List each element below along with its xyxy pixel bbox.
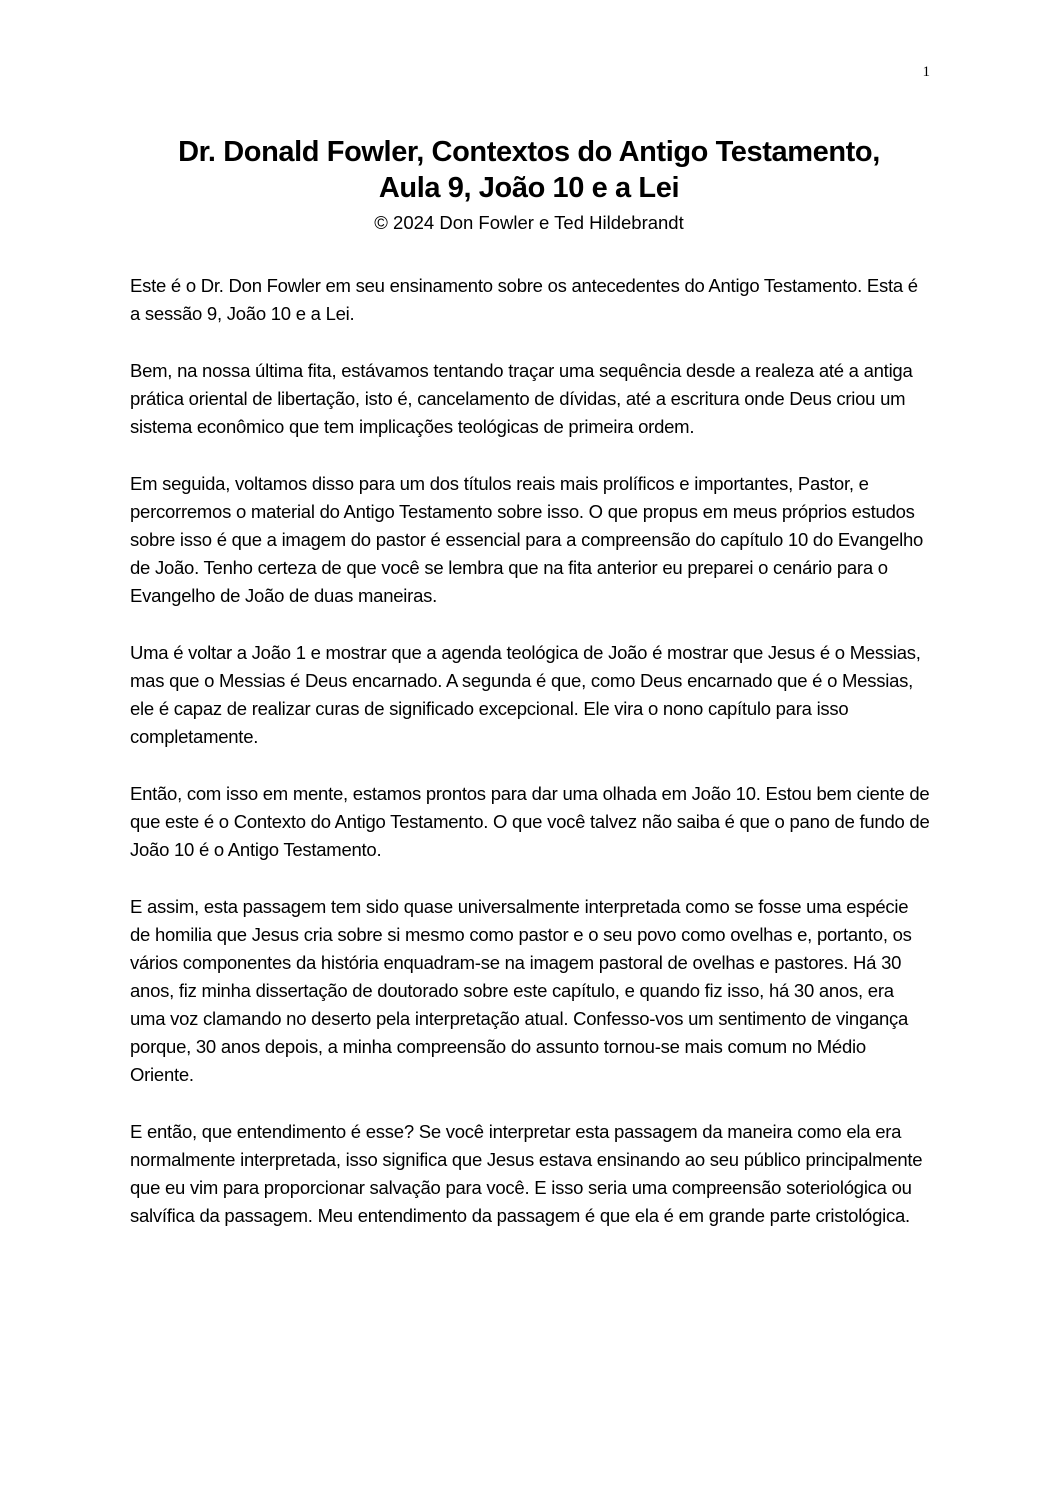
page-number: 1 xyxy=(922,64,930,80)
paragraph-2: Bem, na nossa última fita, estávamos tentando traçar uma sequência desde a realeza até a antiga prática oriental de libertação, isto é, cancelamento de dívidas, até a escritura onde Deus criou um sistema econômico que tem implicações teológicas de primeira ordem. xyxy=(130,360,913,437)
document-body xyxy=(130,272,930,1259)
title-line-1: Dr. Donald Fowler, Contextos do Antigo Testamento, xyxy=(178,136,880,168)
paragraph-5: Então, com isso em mente, estamos prontos para dar uma olhada em João 10. Estou bem ciente de que este é o Contexto do Antigo Testamento. O que você talvez não saiba é que o pano de fundo de João 10 é o Antigo Testamento. xyxy=(130,783,930,860)
copyright-line: © 2024 Don Fowler e Ted Hildebrandt xyxy=(374,212,684,233)
title-block xyxy=(130,134,928,236)
paragraph-4: Uma é voltar a João 1 e mostrar que a agenda teológica de João é mostrar que Jesus é o Messias, mas que o Messias é Deus encarnado. A segunda é que, como Deus encarnado que é o Messias, ele é capaz de realizar curas de significado excepcional. Ele vira o nono capítulo para isso completamente. xyxy=(130,642,921,747)
paragraph-3: Em seguida, voltamos disso para um dos títulos reais mais prolíficos e importantes, Pastor, e percorremos o material do Antigo Testamento sobre isso. O que propus em meus próprios estudos sobre isso é que a imagem do pastor é essencial para a compreensão do capítulo 10 do Evangelho de João. Tenho certeza de que você se lembra que na fita anterior eu preparei o cenário para o Evangelho de João de duas maneiras. xyxy=(130,473,924,606)
document-title xyxy=(130,134,928,206)
paragraph-1: Este é o Dr. Don Fowler em seu ensinamento sobre os antecedentes do Antigo Testamento. Esta é a sessão 9, João 10 e a Lei. xyxy=(130,275,918,324)
title-line-2: Aula 9, João 10 e a Lei xyxy=(378,172,680,204)
paragraph-7: E então, que entendimento é esse? Se você interpretar esta passagem da maneira como ela era normalmente interpretada, isso significa que Jesus estava ensinando ao seu público principalmente que eu vim para proporcionar salvação para você. E isso seria uma compreensão soteriológica ou salvífica da passagem. Meu entendimento da passagem é que ela é em grande parte cristológica. xyxy=(130,1121,923,1226)
paragraph-6: E assim, esta passagem tem sido quase universalmente interpretada como se fosse uma espécie de homilia que Jesus cria sobre si mesmo como pastor e o seu povo como ovelhas e, portanto, os vários componentes da história enquadram-se na imagem pastoral de ovelhas e pastores. Há 30 anos, fiz minha dissertação de doutorado sobre este capítulo, e quando fiz isso, há 30 anos, era uma voz clamando no deserto pela interpretação atual. Confesso-vos um sentimento de vingança porque, 30 anos depois, a minha compreensão do assunto tornou-se mais comum no Médio Oriente. xyxy=(130,896,912,1085)
